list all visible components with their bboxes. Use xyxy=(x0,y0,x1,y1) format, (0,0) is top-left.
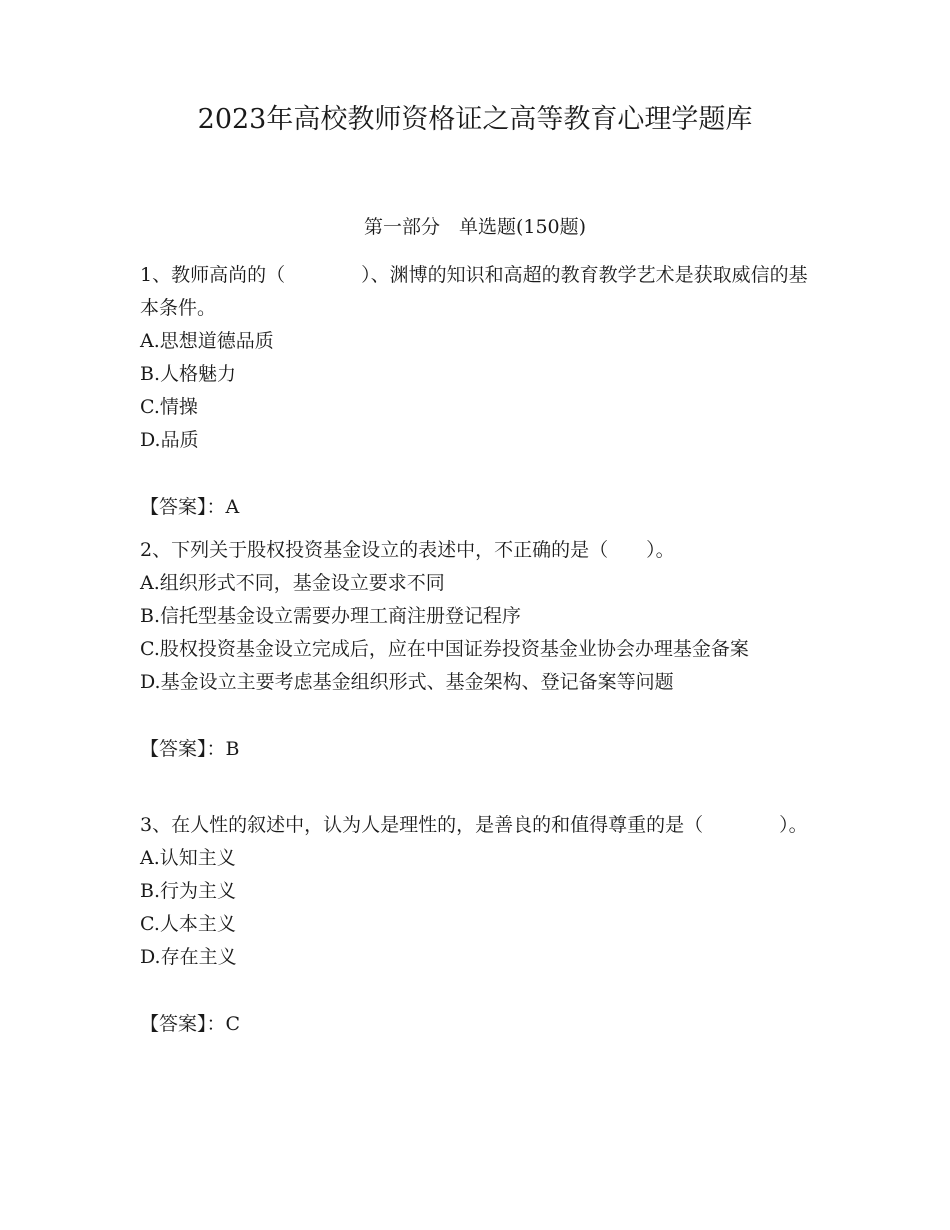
option-a: A.认知主义 xyxy=(140,847,236,869)
question-stem: 3、在人性的叙述中，认为人是理性的，是善良的和值得尊重的是（ ）。 xyxy=(140,814,808,836)
question-item xyxy=(140,534,810,766)
option-c: C.情操 xyxy=(140,396,198,418)
question-item xyxy=(140,259,810,524)
answer-line: 【答案】：C xyxy=(140,1013,241,1035)
option-c: C.人本主义 xyxy=(140,913,236,935)
answer-line: 【答案】：B xyxy=(140,738,240,760)
option-b: B.信托型基金设立需要办理工商注册登记程序 xyxy=(140,605,522,627)
option-a: A.思想道德品质 xyxy=(140,330,274,352)
question-stem: 2、下列关于股权投资基金设立的表述中，不正确的是（ ）。 xyxy=(140,539,675,561)
question-item xyxy=(140,809,810,1041)
option-d: D.品质 xyxy=(140,429,199,451)
option-d: D.存在主义 xyxy=(140,946,237,968)
question-stem: 1、教师高尚的（ ）、渊博的知识和高超的教育教学艺术是获取威信的基本条件。 xyxy=(140,264,808,319)
option-a: A.组织形式不同，基金设立要求不同 xyxy=(140,572,445,594)
option-d: D.基金设立主要考虑基金组织形式、基金架构、登记备案等问题 xyxy=(140,671,674,693)
option-c: C.股权投资基金设立完成后，应在中国证券投资基金业协会办理基金备案 xyxy=(140,638,749,660)
option-b: B.行为主义 xyxy=(140,880,237,902)
option-b: B.人格魅力 xyxy=(140,363,237,385)
answer-line: 【答案】：A xyxy=(140,496,240,518)
document-title: 2023年高校教师资格证之高等教育心理学题库 xyxy=(197,104,753,135)
section-title: 第一部分 单选题(150题) xyxy=(363,216,587,238)
